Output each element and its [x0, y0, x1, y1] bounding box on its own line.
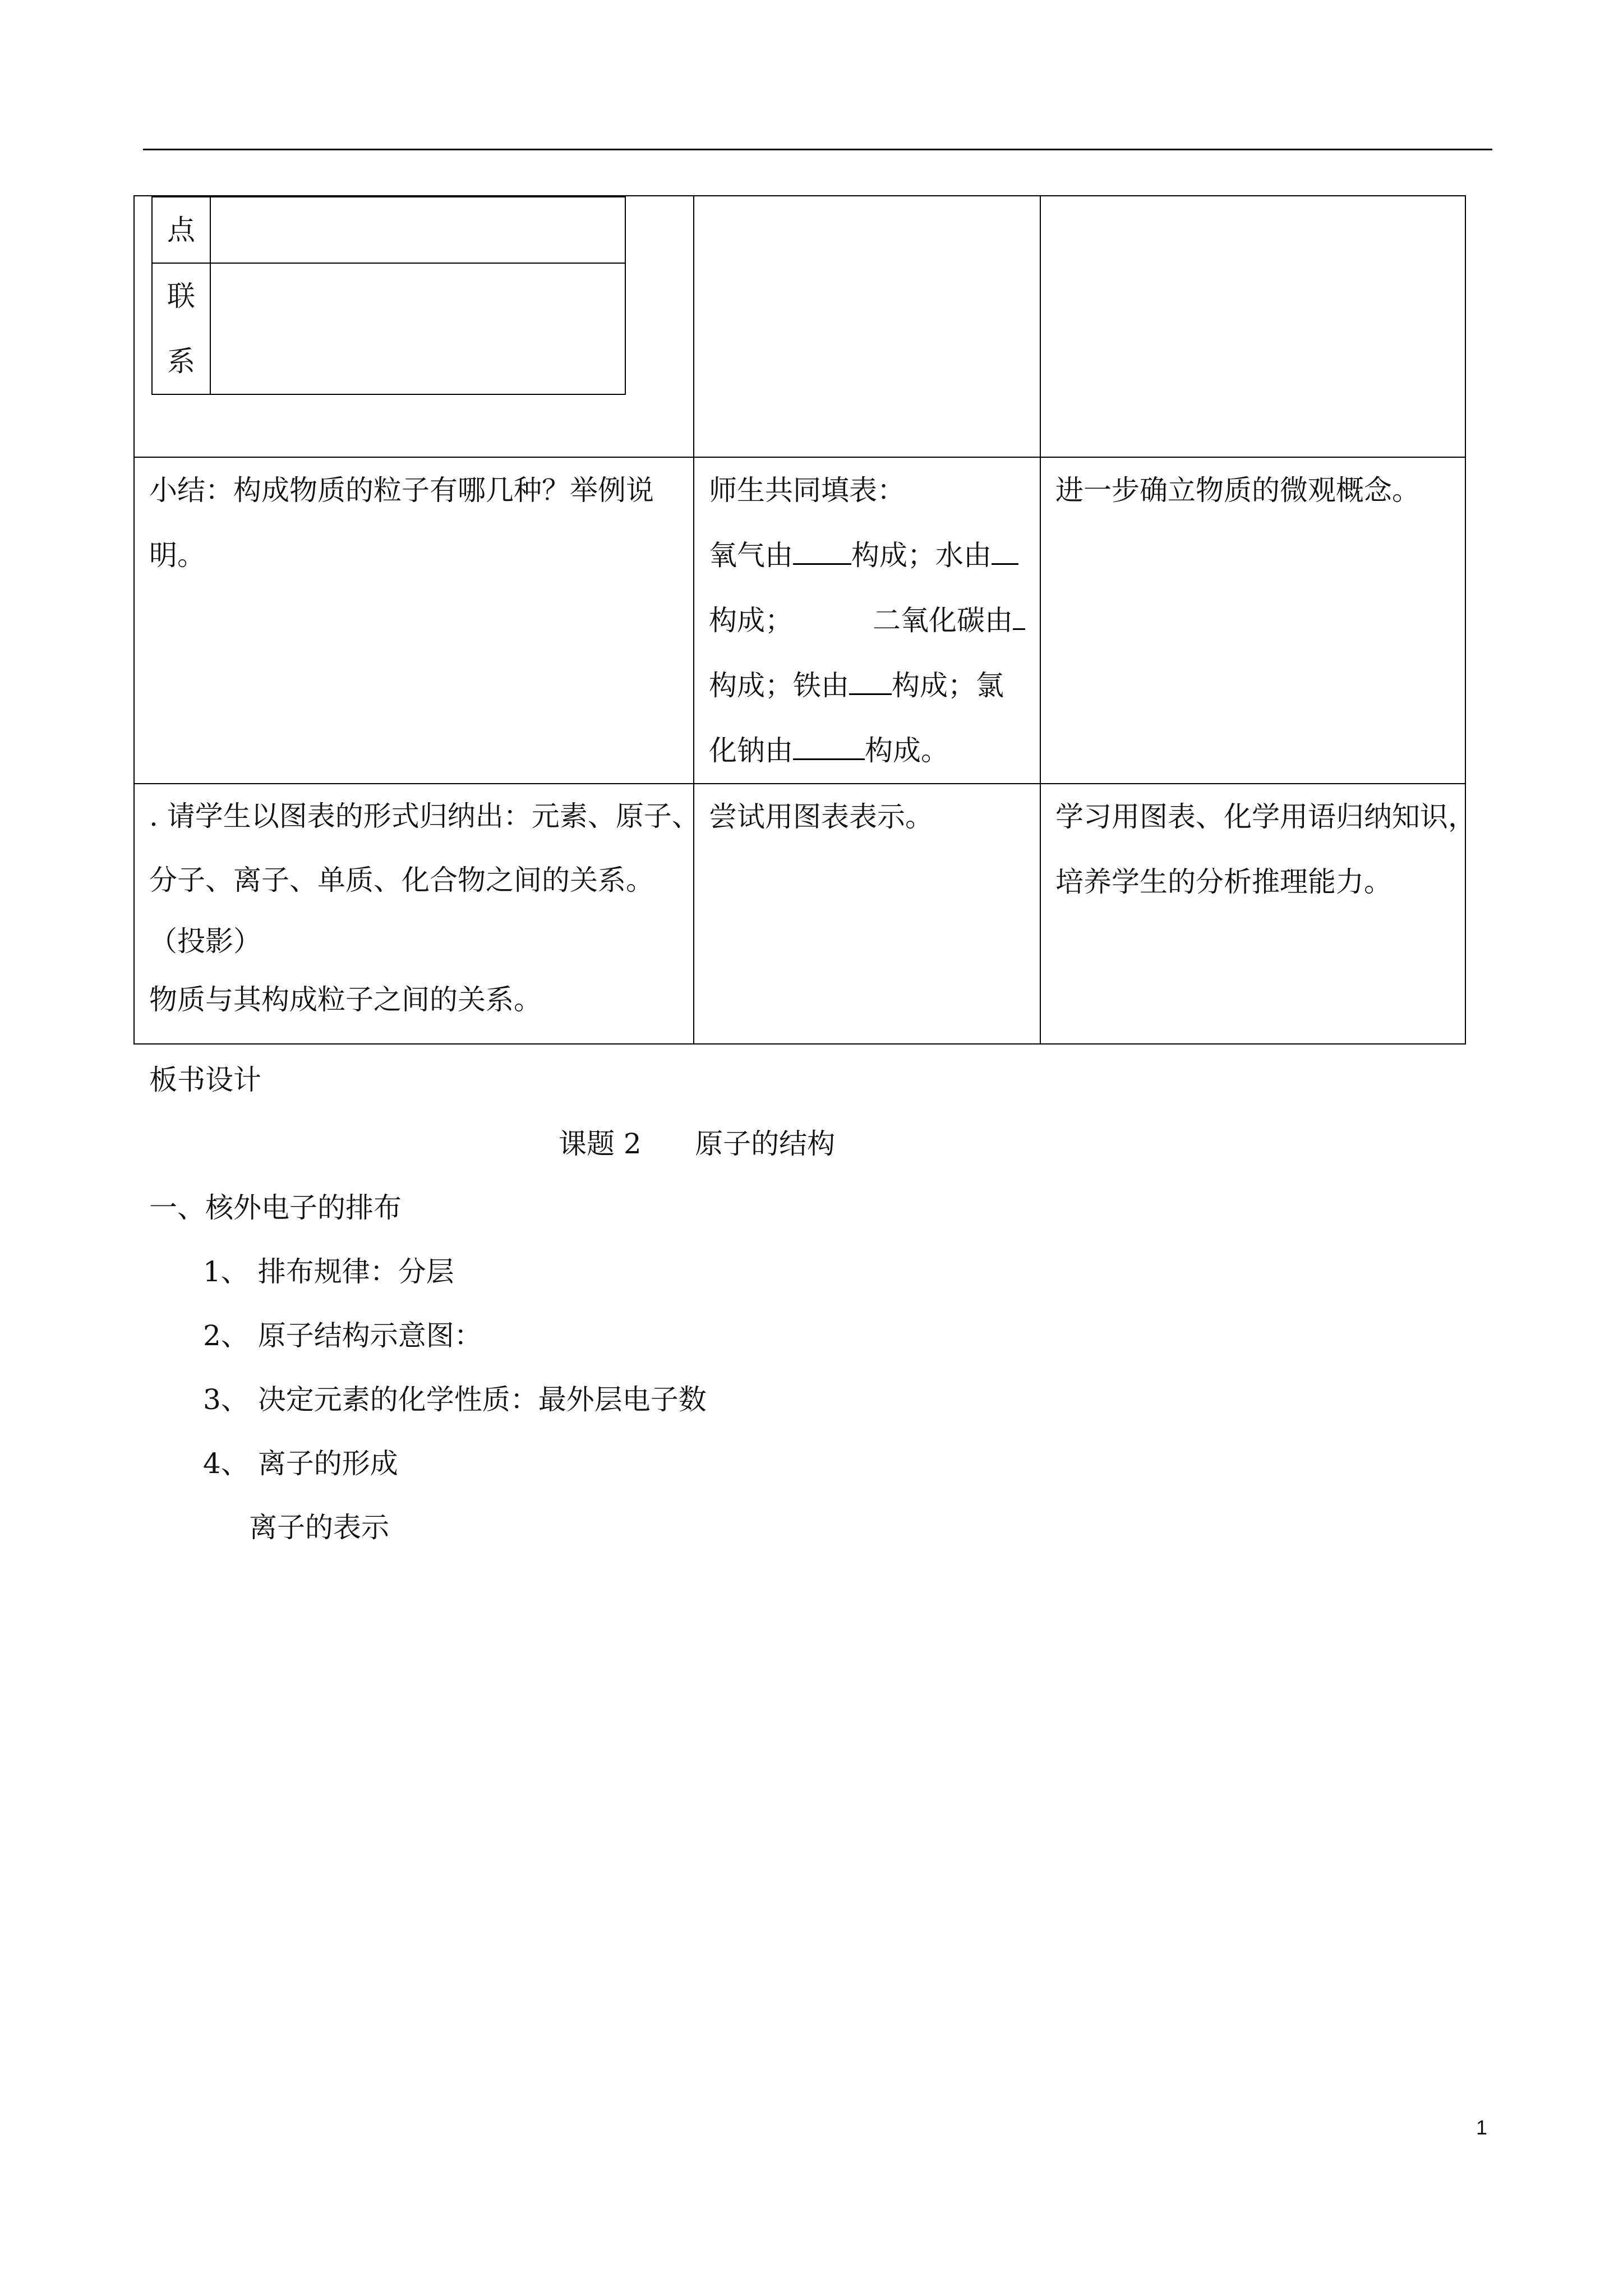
board-sub-item: 离子的表示: [249, 1511, 389, 1544]
board-section-heading: 一、核外电子的排布: [149, 1191, 402, 1224]
inner-table: [151, 196, 626, 395]
board-item: 4、 离子的形成: [203, 1447, 398, 1480]
inner-row-content: [210, 197, 625, 263]
student-activity-cell: 尝试用图表表示。: [694, 784, 1040, 1044]
table-row: [134, 784, 1465, 1044]
blank: [849, 667, 892, 696]
fill-line-3: 构成；铁由 构成；氯: [709, 653, 1025, 718]
page-number: 1: [1476, 2116, 1488, 2139]
row1-col3: [1040, 196, 1465, 457]
table-row: [134, 196, 1465, 457]
lesson-plan-table: [133, 195, 1476, 1045]
fill-line-4: 化钠由 构成。: [709, 718, 1025, 783]
fill-in-cell: 师生共同填表： 氧气由 构成；水由 构成； 二氧化碳由 构成；铁由 构成；氯 化钠由 构成。: [694, 457, 1040, 784]
row1-col2: [694, 196, 1040, 457]
activity-cell: . 请学生以图表的形式归纳出：元素、原子、 分子、离子、单质、化合物之间的关系。 （投影） 物质与其构成粒子之间的关系。: [134, 784, 694, 1044]
inner-row-label: 点: [152, 197, 210, 263]
summary-cell: 小结：构成物质的粒子有哪几种？举例说 明。: [134, 457, 694, 784]
row1-col1: [134, 196, 694, 457]
inner-row: [152, 197, 625, 263]
board-item: 2、 原子结构示意图：: [203, 1319, 482, 1352]
blank: [1013, 602, 1025, 631]
goal-cell: 进一步确立物质的微观概念。: [1040, 457, 1465, 784]
board-title: 课题 2 原子的结构: [559, 1128, 836, 1160]
blank: [793, 732, 865, 761]
fill-line-2: 构成； 二氧化碳由: [709, 588, 1025, 653]
blank: [992, 537, 1018, 565]
table-row: [134, 457, 1465, 784]
blank: [793, 537, 851, 565]
header-rule: [143, 149, 1492, 150]
fill-line-1: 氧气由 构成；水由: [709, 523, 1025, 588]
inner-row-content: [210, 263, 625, 394]
board-item: 1、 排布规律：分层: [203, 1255, 454, 1288]
board-heading: 板书设计: [149, 1064, 261, 1096]
board-item: 3、 决定元素的化学性质：最外层电子数: [203, 1383, 707, 1416]
inner-row: [152, 263, 625, 394]
goal-cell: 学习用图表、化学用语归纳知识， 培养学生的分析推理能力。: [1040, 784, 1465, 1044]
inner-row-label: 联 系: [152, 263, 210, 394]
